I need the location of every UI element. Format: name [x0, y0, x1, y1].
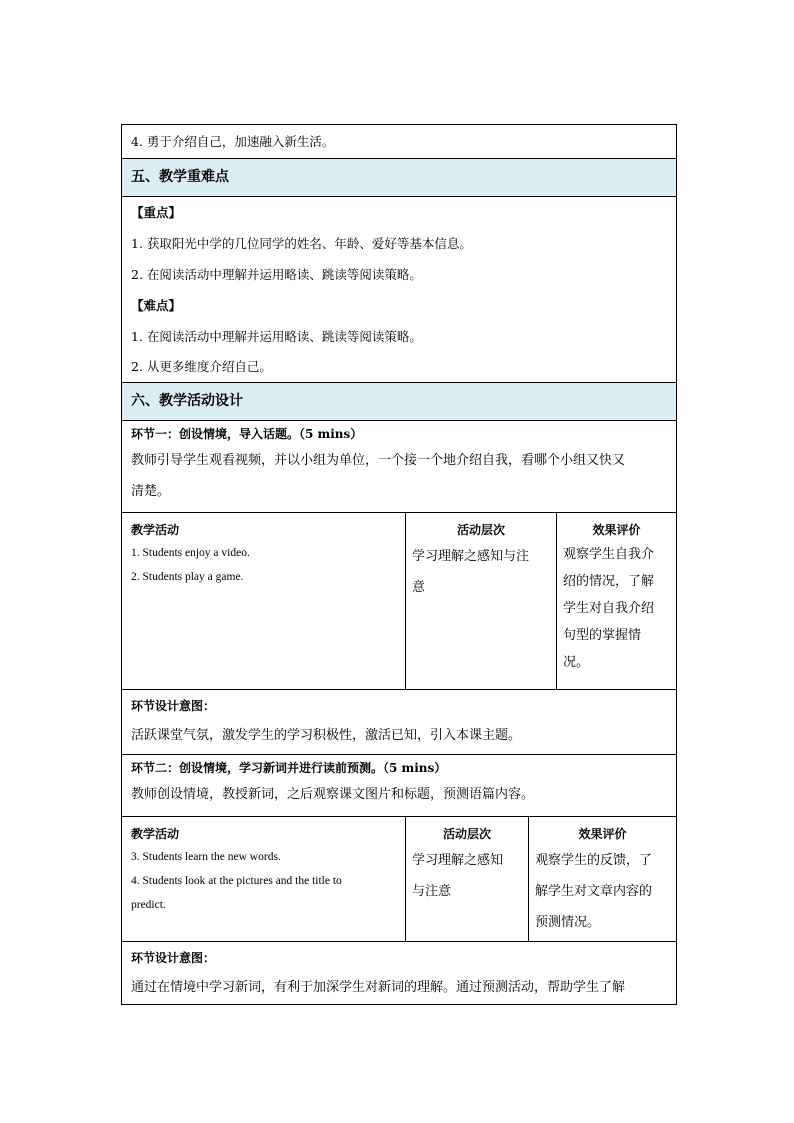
stage1-description-line: 清楚。: [131, 484, 171, 499]
key-point-item: 1. 获取阳光中学的几位同学的姓名、年龄、爱好等基本信息。: [131, 236, 472, 251]
section-heading-key-difficult-points: 五、教学重难点: [122, 158, 676, 196]
stage2-intent-label: 环节设计意图：: [131, 951, 216, 965]
stage2-activity-column: [122, 817, 405, 941]
stage1-level-column: [405, 513, 556, 689]
stage2-heading: 环节二：创设情境，学习新词并进行读前预测。（5 mins）: [131, 761, 447, 775]
level-column-header: 活动层次: [456, 523, 505, 537]
activity-item: 2. Students play a game.: [131, 571, 244, 583]
level-text-line: 学习理解之感知与注: [412, 549, 530, 564]
goal-item-4: 4. 勇于介绍自己，加速融入新生活。: [131, 134, 335, 149]
eval-text-line: 绍的情况，了解: [563, 574, 655, 589]
activity-column-header: 教学活动: [131, 523, 180, 537]
key-points-label: 【重点】: [131, 205, 182, 220]
stage1-intro: [122, 420, 676, 512]
stage2-level-column: [405, 817, 528, 941]
stage2-eval-column: [528, 817, 676, 941]
level-text-line: 学习理解之感知: [412, 853, 504, 868]
eval-text-line: 预测情况。: [535, 915, 601, 930]
stage1-description-line: 教师引导学生观看视频，并以小组为单位，一个接一个地介绍自我，看哪个小组又快又: [131, 453, 626, 468]
eval-column-header: 效果评价: [592, 523, 641, 537]
lesson-plan-page: [121, 124, 677, 1005]
activity-item: 4. Students look at the pictures and the title to: [131, 875, 342, 887]
stage2-description: 教师创设情境，教授新词，之后观察课文图片和标题，预测语篇内容。: [131, 787, 535, 802]
eval-text-line: 观察学生的反馈，了: [535, 853, 653, 868]
stage2-intro: [122, 754, 676, 816]
stage1-intent-text: 活跃课堂气氛，激发学生的学习积极性，激活已知，引入本课主题。: [131, 728, 522, 743]
activity-item: 3. Students learn the new words.: [131, 851, 281, 863]
difficult-point-item: 2. 从更多维度介绍自己。: [131, 359, 272, 374]
key-point-item: 2. 在阅读活动中理解并运用略读、跳读等阅读策略。: [131, 267, 422, 282]
eval-text-line: 解学生对文章内容的: [535, 884, 653, 899]
stage1-intent-label: 环节设计意图：: [131, 699, 216, 713]
level-column-header: 活动层次: [442, 827, 491, 841]
stage1-eval-column: [556, 513, 676, 689]
eval-text-line: 句型的掌握情: [563, 628, 642, 643]
eval-column-header: 效果评价: [578, 827, 627, 841]
stage1-heading: 环节一：创设情境，导入话题。（5 mins）: [131, 427, 363, 441]
activity-item: 1. Students enjoy a video.: [131, 547, 250, 559]
difficult-point-item: 1. 在阅读活动中理解并运用略读、跳读等阅读策略。: [131, 329, 422, 344]
activity-column-header: 教学活动: [131, 827, 180, 841]
key-difficult-points-body: [122, 196, 676, 382]
stage2-intent: [122, 941, 676, 1004]
stage1-activity-column: [122, 513, 405, 689]
eval-text-line: 观察学生自我介: [563, 547, 655, 562]
lesson-plan-table: [121, 124, 677, 1005]
eval-text-line: 学生对自我介绍: [563, 601, 655, 616]
stage1-intent: [122, 689, 676, 754]
level-text-line: 意: [412, 580, 426, 595]
stage2-activity-table: [122, 816, 676, 941]
activity-item: predict.: [131, 899, 166, 911]
level-text-line: 与注意: [412, 884, 452, 899]
difficult-points-label: 【难点】: [131, 298, 182, 313]
eval-text-line: 况。: [563, 655, 590, 670]
stage2-intent-text: 通过在情境中学习新词，有利于加深学生对新词的理解。通过预测活动，帮助学生了解: [131, 980, 626, 995]
section-heading-activity-design: 六、教学活动设计: [122, 382, 676, 420]
stage1-activity-table: [122, 512, 676, 689]
